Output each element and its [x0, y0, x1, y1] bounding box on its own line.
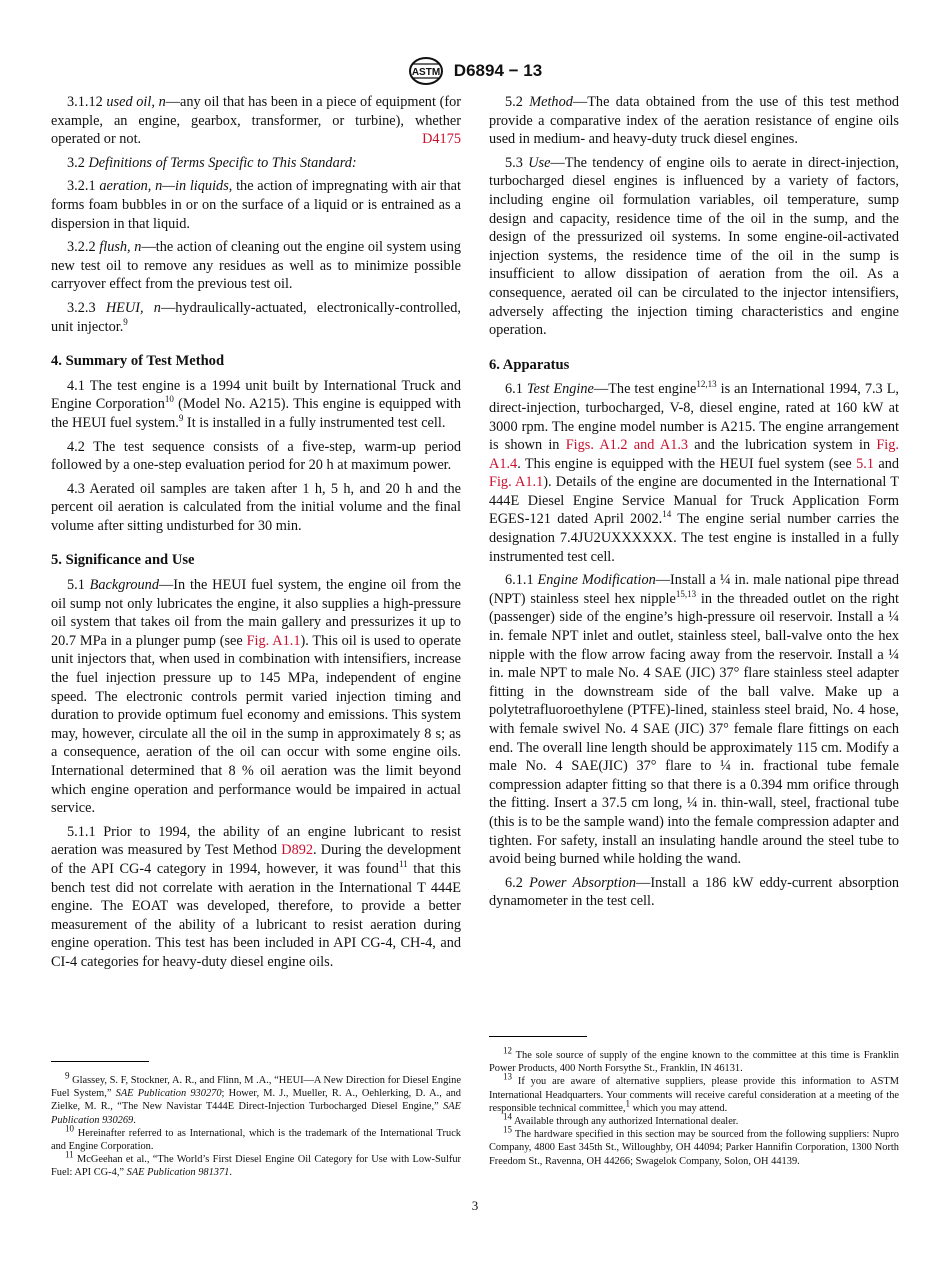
- right-column: [489, 93, 899, 916]
- footnote-rule: [51, 1061, 149, 1062]
- footnote-11: $^{11}$ McGeehan et al., “The World’s First Diesel Engine Oil Category for Use with Low-Sulfur Fuel: API CG-4,” SAE Publication 981371.: [51, 1149, 461, 1179]
- fig-a1-4-link[interactable]: Fig. A1.4: [489, 437, 900, 472]
- ref-d4175-link[interactable]: D4175: [422, 131, 461, 148]
- paragraph-5-2: 5.2 Method—The data obtained from the use of this test method provide a comparative index of the aeration resistance of engine oils used in medium- and heavy-duty truck diesel engines.: [489, 94, 899, 148]
- footnotes-right: [489, 1036, 899, 1168]
- section-5-1-link[interactable]: 5.1: [856, 455, 874, 472]
- paragraph-3-2-2: 3.2.2 flush, n—the action of cleaning out the engine oil system using new test oil to remove any residues as well as to minimize possible carryover effect from the previous test oil.: [51, 239, 461, 293]
- paragraph-5-1: 5.1 Background—In the HEUI fuel system, the engine oil from the oil sump not only lubricates the engine, it also supplies a high-pressure oil system that takes oil from the main gallery and pressurizes it up to 20.7 MPa in a plunger pump (see Fig. A1.1). This oil is used to operate unit injectors that, when used in combination with intensifiers, increase the fuel injection pressure up to 145 MPa, independent of engine speed. The electronic controls permit varied injection timing and duration to provide optimum fuel economy and emissions. This system may, however, circulate all the oil in the sump in approximately 8 s; as a consequence, aeration of the oil can occur with some engine oils. International determined that 8 % oil aeration was the limit beyond which engine operation and performance would be impaired in actual service.: [51, 577, 461, 817]
- footnote-12: $^{12}$ The sole source of supply of the engine known to the committee at this time is Franklin Power Products, 400 North Forsythe St., Franklin, IN 46131.: [489, 1045, 899, 1075]
- paragraph-5-1-1: 5.1.1 Prior to 1994, the ability of an engine lubricant to resist aeration was measured by Test Method D892. During the development of the API CG-4 category in 1994, however, it was found$^{11}$ that this bench test did not correlate with aeration in the International T 444E engine. The EOAT was developed, therefore, to provide a better measurement of the ability of a lubricant to resist aeration during engine operation. This test has been included in API CG-4, CH-4, and CI-4 categories for heavy-duty diesel engine oils.: [51, 823, 461, 970]
- page-number: 3: [471, 1198, 479, 1213]
- footnote-9: $^9$ Glassey, S. F, Stockner, A. R., and Flinn, M .A., “HEUI—A New Direction for Diesel Engine Fuel System,” SAE Publication 930270; Hower, M. J., Mueller, R. A., Oehlerking, D. A., and Zielke, M. R., “The New Navistar T444E Direct-Injection Turbocharged Diesel Engine,” SAE Publication 930269.: [51, 1070, 461, 1126]
- paragraph-6-1: 6.1 Test Engine—The test engine$^{12,13}$ is an International 1994, 7.3 L, direct-injection, turbocharged, V-8, diesel engine, rated at 160 kW at 3000 rpm. The engine model number is A215. The engine arrangement is shown in Figs. A1.2 and A1.3 and the lubrication system in Fig. A1.4. This engine is equipped with the HEUI fuel system (see 5.1 and Fig. A1.1). Details of the engine are documented in the International T 444E Diesel Engine Service Manual for Truck Application Form EGES-121 dated April 2002.14 The engine serial number carries the designation 7.4JU2UXXXXXX. The test engine is installed in a fully instrumented test cell.: [489, 379, 900, 565]
- section-4-heading: 4. Summary of Test Method: [51, 353, 225, 370]
- fig-a1-1-link[interactable]: Fig. A1.1: [246, 632, 301, 649]
- left-column: [51, 93, 461, 977]
- paragraph-3-1-12: 3.1.12 used oil, n—any oil that has been in a piece of equipment (for example, an engine, gearbox, transformer, or turbine), whether operated or not. D4175: [51, 94, 462, 148]
- paragraph-5-3: 5.3 Use—The tendency of engine oils to aerate in direct-injection, turbocharged diesel engines is influenced by a variety of factors, including engine oil formulation variables, oil temperature, sump design and capacity, residence time of the oil in the sump, and the design of the pressurized oil systems. In some engine-oil-activated injection systems, the residence time of the oil in the sump is insufficient to allow dissipation of aeration from the oil. As a consequence, aerated oil can be circulated to the injector intensifiers, adversely affecting the injection timing characteristics and engine operation.: [489, 154, 899, 339]
- footnote-13: $^{13}$ If you are aware of alternative suppliers, please provide this information to ASTM International Headquarters. Your comments will receive careful consideration at a meeting of the responsible technical committee,$^1$ which you may attend.: [489, 1071, 899, 1114]
- paragraph-3-2-3: 3.2.3 HEUI, n—hydraulically-actuated, electronically-controlled, unit injector.$^9$: [51, 299, 461, 335]
- page-header: [0, 56, 950, 86]
- paragraph-6-1-1: 6.1.1 Engine Modification—Install a ¼ in. male national pipe thread (NPT) stainless steel hex nipple$^{15,13}$ in the threaded outlet on the right (passenger) side of the engine’s high-pressure oil reservoir. Install a ¼ in. female NPT inlet and outlet, stainless steel, ball-valve onto the hex nipple with the flow arrow facing away from the reservoir. Install a ¼ in. male NPT to male No. 4 SAE (JIC) 37° flare stainless steel adapter fitting in the downstream side of the ball valve. Make up a polytetrafluoroethylene (PTFE)-lined, stainless steel braid, No. 4 hose, with female swivel No. 4 SAE (JIC) 37° female flare fittings on each end. The overall line length should be approximately 115 cm. Modify a male No. 4 SAE(JIC) 37° flare to ¼ in. fractional tube female compression adapter fitting so that there is a 0.394 mm orifice through the fitting. Insert a 37.5 cm long, ¼ in. thin-wall, steel, fractional tube (this is to be the sample wand) into the female compression adapter and tighten. For safety, install an insulating handle around the steel tube to avoid being burned while holding the wand.: [489, 572, 899, 868]
- paragraph-4-1: 4.1 The test engine is a 1994 unit built by International Truck and Engine Corporation$^{10}$ (Model No. A215). This engine is equipped with the HEUI fuel system.$^9$ It is installed in a fully instrumented test cell.: [51, 377, 461, 431]
- footnote-10: $^{10}$ Hereinafter referred to as International, which is the trademark of the International Truck and Engine Corporation.: [51, 1123, 461, 1153]
- footnote-rule: [489, 1036, 587, 1037]
- paragraph-6-2: 6.2 Power Absorption—Install a 186 kW eddy-current absorption dynamometer in the test cell.: [489, 874, 899, 910]
- footnote-14: $^{14}$ Available through any authorized International dealer.: [503, 1111, 739, 1128]
- astm-logo-icon: [408, 56, 444, 86]
- ref-d892-link[interactable]: D892: [281, 842, 314, 859]
- svg-text:ASTM: ASTM: [411, 67, 440, 78]
- paragraph-3-2-1: 3.2.1 aeration, n—in liquids, the action of impregnating with air that forms foam bubbles in or on the surface of a liquid or is entrained as a dispersion in that liquid.: [51, 178, 462, 232]
- fig-a1-1-link[interactable]: Fig. A1.1: [489, 474, 544, 491]
- figs-a1-2-a1-3-link[interactable]: Figs. A1.2 and A1.3: [565, 437, 689, 454]
- footnotes-left: [51, 1061, 461, 1180]
- paragraph-3-2: 3.2 Definitions of Terms Specific to This Standard:: [67, 154, 357, 171]
- section-5-heading: 5. Significance and Use: [51, 552, 195, 569]
- paragraph-4-2: 4.2 The test sequence consists of a five-step, warm-up period followed by a one-step evaluation period for 20 h at maximum power.: [51, 438, 461, 474]
- footnote-15: $^{15}$ The hardware specified in this section may be sourced from the following suppliers: Nupro Company, 4800 East 345th St., Willoughby, OH 44094; Parker Hannifin Corporation, 1300 North Freedom St., Ravenna, OH 44266; Swagelok Company, Solon, OH 44139.: [489, 1124, 899, 1167]
- document-number: D6894 − 13: [453, 61, 543, 80]
- paragraph-4-3: 4.3 Aerated oil samples are taken after 1 h, 5 h, and 20 h and the percent oil aeration is calculated from the initial volume and the final volume after sitting undisturbed for 30 min.: [51, 480, 461, 534]
- section-6-heading: 6. Apparatus: [489, 356, 570, 373]
